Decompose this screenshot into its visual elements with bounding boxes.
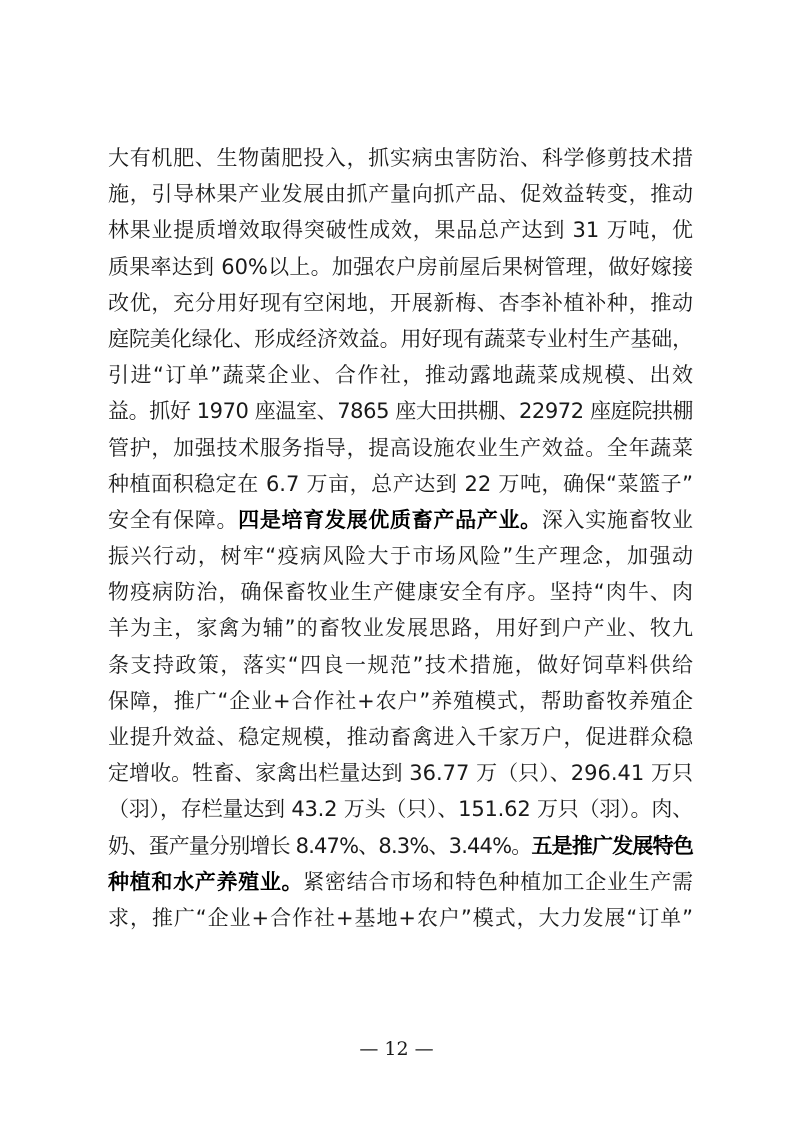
text-line	[108, 140, 693, 176]
text-line	[108, 683, 693, 719]
text-segment: 安全有保障。	[108, 507, 239, 532]
text-line	[108, 828, 693, 864]
text-segment: 定增收。牲畜、家禽出栏量达到 36.77 万（只）、296.41 万只	[108, 761, 693, 786]
text-line	[108, 647, 693, 683]
text-segment: 管护，加强技术服务指导，提高设施农业生产效益。全年蔬菜	[108, 435, 693, 460]
text-line	[108, 285, 693, 321]
text-line	[108, 249, 693, 285]
text-line	[108, 900, 693, 936]
bold-heading-text: 种植和水产养殖业。	[108, 869, 304, 894]
text-segment: 改优，充分用好现有空闲地，开展新梅、杏李补植补种，推动	[108, 290, 693, 315]
text-segment: 紧密结合市场和特色种植加工企业生产需	[303, 869, 693, 894]
text-segment: 种植面积稳定在 6.7 万亩，总产达到 22 万吨，确保“菜篮子”	[108, 471, 693, 496]
text-line	[108, 574, 693, 610]
text-segment: 益。抓好 1970 座温室、7865 座大田拱棚、22972 座庭院拱棚	[108, 399, 693, 424]
text-segment: 业提升效益、稳定规模，推动畜禽进入千家万户，促进群众稳	[108, 725, 693, 749]
text-line	[108, 502, 693, 538]
text-line	[108, 430, 693, 466]
text-segment: 保障，推广“企业+合作社+农户”养殖模式，帮助畜牧养殖企	[108, 688, 693, 713]
text-line	[108, 466, 693, 502]
text-line	[108, 357, 693, 393]
text-segment: 振兴行动，树牢“疫病风险大于市场风险”生产理念，加强动	[108, 544, 693, 569]
text-line	[108, 864, 693, 900]
text-line	[108, 321, 693, 357]
text-segment: 深入实施畜牧业	[541, 507, 693, 532]
text-segment: 大有机肥、生物菌肥投入，抓实病虫害防治、科学修剪技术措	[108, 146, 693, 170]
text-segment: 引进“订单”蔬菜企业、合作社，推动露地蔬菜成规模、出效	[108, 363, 693, 388]
text-segment: 庭院美化绿化、形成经济效益。用好现有蔬菜专业村生产基础，	[108, 326, 693, 351]
text-line	[108, 393, 693, 429]
text-segment: 求，推广“企业+合作社+基地+农户”模式，大力发展“订单”	[108, 905, 693, 930]
text-line	[108, 610, 693, 646]
text-segment: 条支持政策，落实“四良一规范”技术措施，做好饲草料供给	[108, 652, 693, 677]
text-line	[108, 791, 693, 827]
body-text	[108, 140, 693, 936]
page-number: — 12 —	[359, 1038, 434, 1060]
bold-heading-text: 五是推广发展特色	[531, 833, 693, 858]
text-segment: 羊为主，家禽为辅”的畜牧业发展思路，用好到户产业、牧九	[108, 616, 693, 641]
text-line	[108, 212, 693, 248]
bold-heading-text: 四是培育发展优质畜产品产业。	[238, 507, 542, 532]
text-line	[108, 719, 693, 755]
text-segment: （羽），存栏量达到 43.2 万头（只）、151.62 万只（羽）。肉、	[108, 797, 693, 822]
text-line	[108, 755, 693, 791]
text-line	[108, 176, 693, 212]
text-segment: 林果业提质增效取得突破性成效，果品总产达到 31 万吨，优	[108, 218, 693, 243]
text-segment: 施，引导林果产业发展由抓产量向抓产品、促效益转变，推动	[108, 182, 693, 207]
text-segment: 质果率达到 60%以上。加强农户房前屋后果树管理，做好嫁接	[108, 254, 693, 279]
text-segment: 奶、蛋产量分别增长 8.47%、8.3%、3.44%。	[108, 833, 532, 858]
text-segment: 物疫病防治，确保畜牧业生产健康安全有序。坚持“肉牛、肉	[108, 580, 693, 605]
text-line	[108, 538, 693, 574]
